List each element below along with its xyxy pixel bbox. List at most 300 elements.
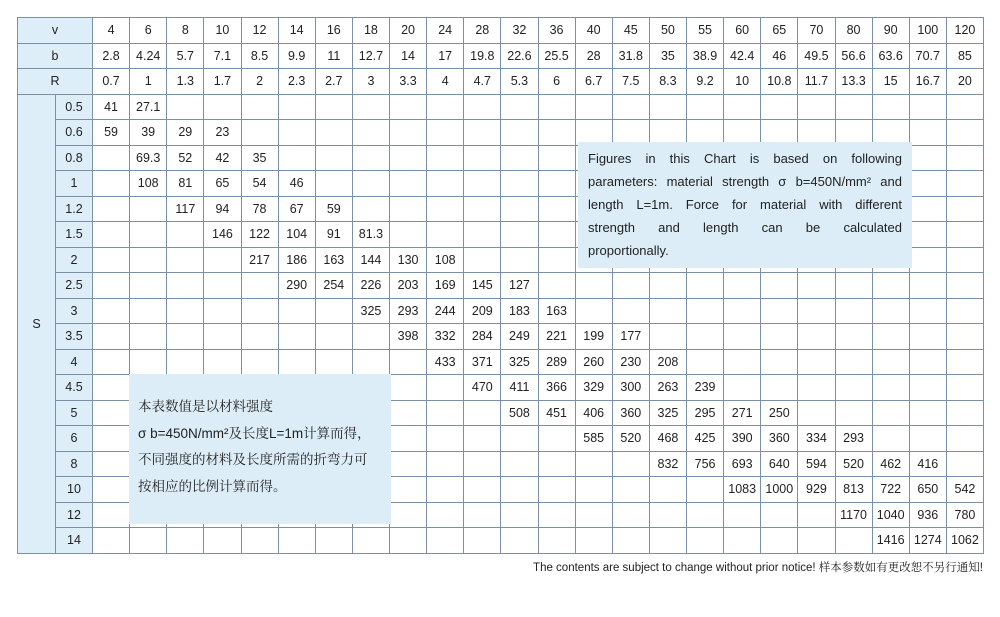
force-value-cell: 290 [278, 273, 315, 299]
empty-cell [612, 477, 649, 503]
v-value-cell: 14 [278, 18, 315, 44]
v-value-cell: 50 [649, 18, 686, 44]
empty-cell [946, 247, 983, 273]
empty-cell [538, 451, 575, 477]
empty-cell [352, 196, 389, 222]
v-value-cell: 60 [724, 18, 761, 44]
force-value-cell: 42 [204, 145, 241, 171]
empty-cell [872, 375, 909, 401]
force-value-cell: 250 [761, 400, 798, 426]
empty-cell [798, 502, 835, 528]
v-value-cell: 12 [241, 18, 278, 44]
empty-cell [761, 273, 798, 299]
empty-cell [649, 502, 686, 528]
table-row-b [18, 43, 984, 69]
empty-cell [464, 94, 501, 120]
empty-cell [538, 120, 575, 146]
empty-cell [501, 247, 538, 273]
force-value-cell: 470 [464, 375, 501, 401]
empty-cell [93, 298, 130, 324]
empty-cell [93, 349, 130, 375]
force-value-cell: 29 [167, 120, 204, 146]
empty-cell [352, 120, 389, 146]
empty-cell [909, 247, 946, 273]
empty-cell [130, 349, 167, 375]
s-value-cell: 4.5 [56, 375, 93, 401]
force-value-cell: 693 [724, 451, 761, 477]
empty-cell [167, 349, 204, 375]
empty-cell [241, 349, 278, 375]
force-value-cell: 780 [946, 502, 983, 528]
empty-cell [909, 400, 946, 426]
empty-cell [538, 273, 575, 299]
b-value-cell: 7.1 [204, 43, 241, 69]
s-value-cell: 2 [56, 247, 93, 273]
r-value-cell: 1 [130, 69, 167, 95]
empty-cell [501, 502, 538, 528]
empty-cell [427, 145, 464, 171]
r-value-cell: 6.7 [575, 69, 612, 95]
b-value-cell: 5.7 [167, 43, 204, 69]
force-value-cell: 122 [241, 222, 278, 248]
empty-cell [241, 94, 278, 120]
table-row [18, 528, 984, 554]
r-value-cell: 20 [946, 69, 983, 95]
empty-cell [464, 120, 501, 146]
force-value-cell: 23 [204, 120, 241, 146]
force-value-cell: 293 [835, 426, 872, 452]
empty-cell [427, 426, 464, 452]
empty-cell [909, 426, 946, 452]
v-value-cell: 70 [798, 18, 835, 44]
force-value-cell: 1040 [872, 502, 909, 528]
s-value-cell: 14 [56, 528, 93, 554]
s-value-cell: 8 [56, 451, 93, 477]
s-value-cell: 0.6 [56, 120, 93, 146]
force-value-cell: 163 [315, 247, 352, 273]
empty-cell [946, 324, 983, 350]
force-value-cell: 127 [501, 273, 538, 299]
empty-cell [798, 528, 835, 554]
empty-cell [798, 298, 835, 324]
empty-cell [315, 145, 352, 171]
empty-cell [909, 145, 946, 171]
force-value-cell: 104 [278, 222, 315, 248]
empty-cell [93, 528, 130, 554]
force-value-cell: 271 [724, 400, 761, 426]
empty-cell [390, 528, 427, 554]
v-value-cell: 4 [93, 18, 130, 44]
empty-cell [612, 451, 649, 477]
force-value-cell: 208 [649, 349, 686, 375]
v-value-cell: 80 [835, 18, 872, 44]
r-value-cell: 0.7 [93, 69, 130, 95]
table-row [18, 273, 984, 299]
empty-cell [427, 120, 464, 146]
force-value-cell: 1416 [872, 528, 909, 554]
empty-cell [501, 145, 538, 171]
force-value-cell: 81 [167, 171, 204, 197]
empty-cell [649, 94, 686, 120]
empty-cell [538, 477, 575, 503]
empty-cell [909, 349, 946, 375]
empty-cell [649, 273, 686, 299]
empty-cell [204, 349, 241, 375]
force-value-cell: 108 [130, 171, 167, 197]
force-value-cell: 199 [575, 324, 612, 350]
empty-cell [761, 324, 798, 350]
empty-cell [538, 171, 575, 197]
s-value-cell: 1 [56, 171, 93, 197]
b-value-cell: 31.8 [612, 43, 649, 69]
table-row [18, 324, 984, 350]
empty-cell [835, 273, 872, 299]
empty-cell [687, 349, 724, 375]
empty-cell [946, 196, 983, 222]
empty-cell [427, 451, 464, 477]
force-value-cell: 203 [390, 273, 427, 299]
force-value-cell: 117 [167, 196, 204, 222]
s-value-cell: 3.5 [56, 324, 93, 350]
empty-cell [798, 324, 835, 350]
row-label-r: R [18, 69, 93, 95]
empty-cell [946, 273, 983, 299]
s-value-cell: 2.5 [56, 273, 93, 299]
empty-cell [315, 528, 352, 554]
b-value-cell: 70.7 [909, 43, 946, 69]
empty-cell [724, 324, 761, 350]
force-value-cell: 813 [835, 477, 872, 503]
force-value-cell: 332 [427, 324, 464, 350]
empty-cell [798, 273, 835, 299]
s-value-cell: 10 [56, 477, 93, 503]
force-value-cell: 239 [687, 375, 724, 401]
empty-cell [909, 171, 946, 197]
force-value-cell: 650 [909, 477, 946, 503]
empty-cell [130, 222, 167, 248]
force-value-cell: 520 [612, 426, 649, 452]
empty-cell [761, 298, 798, 324]
empty-cell [687, 528, 724, 554]
empty-cell [167, 273, 204, 299]
empty-cell [575, 273, 612, 299]
force-value-cell: 67 [278, 196, 315, 222]
force-value-cell: 91 [315, 222, 352, 248]
force-value-cell: 520 [835, 451, 872, 477]
english-note-line: strength and length can be calculated [588, 220, 902, 235]
empty-cell [501, 222, 538, 248]
v-value-cell: 10 [204, 18, 241, 44]
english-note [578, 142, 912, 268]
empty-cell [167, 222, 204, 248]
empty-cell [427, 222, 464, 248]
empty-cell [167, 528, 204, 554]
empty-cell [575, 94, 612, 120]
empty-cell [204, 94, 241, 120]
b-value-cell: 35 [649, 43, 686, 69]
empty-cell [390, 375, 427, 401]
empty-cell [204, 247, 241, 273]
empty-cell [93, 196, 130, 222]
empty-cell [724, 94, 761, 120]
empty-cell [538, 222, 575, 248]
force-value-cell: 39 [130, 120, 167, 146]
empty-cell [390, 349, 427, 375]
empty-cell [835, 94, 872, 120]
r-value-cell: 4 [427, 69, 464, 95]
empty-cell [93, 145, 130, 171]
empty-cell [390, 400, 427, 426]
empty-cell [575, 477, 612, 503]
empty-cell [909, 196, 946, 222]
force-value-cell: 41 [93, 94, 130, 120]
s-value-cell: 6 [56, 426, 93, 452]
empty-cell [946, 120, 983, 146]
empty-cell [204, 324, 241, 350]
empty-cell [946, 145, 983, 171]
force-value-cell: 451 [538, 400, 575, 426]
r-value-cell: 15 [872, 69, 909, 95]
b-value-cell: 14 [390, 43, 427, 69]
empty-cell [427, 502, 464, 528]
empty-cell [575, 451, 612, 477]
empty-cell [427, 196, 464, 222]
empty-cell [427, 171, 464, 197]
chinese-note-line: 本表数值是以材料强度 [138, 399, 273, 414]
empty-cell [427, 94, 464, 120]
empty-cell [798, 94, 835, 120]
empty-cell [538, 196, 575, 222]
empty-cell [93, 324, 130, 350]
disclaimer-footer: The contents are subject to change without prior notice! 样本参数如有更改恕不另行通知! [533, 562, 983, 574]
r-value-cell: 1.3 [167, 69, 204, 95]
empty-cell [278, 298, 315, 324]
empty-cell [278, 324, 315, 350]
empty-cell [241, 324, 278, 350]
v-value-cell: 20 [390, 18, 427, 44]
force-value-cell: 468 [649, 426, 686, 452]
force-value-cell: 462 [872, 451, 909, 477]
b-value-cell: 56.6 [835, 43, 872, 69]
empty-cell [93, 222, 130, 248]
b-value-cell: 85 [946, 43, 983, 69]
table-row-v [18, 18, 984, 44]
empty-cell [649, 298, 686, 324]
r-value-cell: 1.7 [204, 69, 241, 95]
force-value-cell: 1083 [724, 477, 761, 503]
force-value-cell: 163 [538, 298, 575, 324]
empty-cell [909, 273, 946, 299]
empty-cell [167, 247, 204, 273]
r-value-cell: 3.3 [390, 69, 427, 95]
empty-cell [501, 171, 538, 197]
empty-cell [278, 528, 315, 554]
force-value-cell: 217 [241, 247, 278, 273]
v-value-cell: 18 [352, 18, 389, 44]
empty-cell [687, 298, 724, 324]
force-value-cell: 585 [575, 426, 612, 452]
force-value-cell: 411 [501, 375, 538, 401]
empty-cell [278, 94, 315, 120]
empty-cell [909, 324, 946, 350]
v-value-cell: 90 [872, 18, 909, 44]
chinese-note [129, 374, 391, 524]
table-row [18, 298, 984, 324]
empty-cell [390, 477, 427, 503]
chinese-note-line: 不同强度的材料及长度所需的折弯力可 [138, 452, 368, 467]
empty-cell [464, 171, 501, 197]
s-value-cell: 3 [56, 298, 93, 324]
empty-cell [575, 528, 612, 554]
force-value-cell: 108 [427, 247, 464, 273]
force-value-cell: 433 [427, 349, 464, 375]
empty-cell [390, 145, 427, 171]
empty-cell [538, 426, 575, 452]
b-value-cell: 19.8 [464, 43, 501, 69]
force-value-cell: 325 [352, 298, 389, 324]
force-value-cell: 1170 [835, 502, 872, 528]
empty-cell [278, 120, 315, 146]
empty-cell [798, 349, 835, 375]
force-value-cell: 406 [575, 400, 612, 426]
empty-cell [204, 273, 241, 299]
row-label-v: v [18, 18, 93, 44]
s-value-cell: 1.5 [56, 222, 93, 248]
empty-cell [390, 451, 427, 477]
empty-cell [315, 171, 352, 197]
empty-cell [427, 375, 464, 401]
empty-cell [464, 451, 501, 477]
empty-cell [761, 349, 798, 375]
s-value-cell: 5 [56, 400, 93, 426]
r-value-cell: 7.5 [612, 69, 649, 95]
empty-cell [946, 171, 983, 197]
empty-cell [687, 477, 724, 503]
b-value-cell: 25.5 [538, 43, 575, 69]
empty-cell [612, 528, 649, 554]
force-value-cell: 640 [761, 451, 798, 477]
empty-cell [872, 426, 909, 452]
v-value-cell: 24 [427, 18, 464, 44]
empty-cell [501, 196, 538, 222]
empty-cell [946, 400, 983, 426]
empty-cell [93, 502, 130, 528]
empty-cell [167, 324, 204, 350]
empty-cell [464, 222, 501, 248]
empty-cell [390, 120, 427, 146]
v-value-cell: 32 [501, 18, 538, 44]
v-value-cell: 16 [315, 18, 352, 44]
force-value-cell: 145 [464, 273, 501, 299]
chinese-note-line: σ b=450N/mm²及长度L=1m计算而得， [138, 425, 371, 441]
r-value-cell: 2 [241, 69, 278, 95]
force-value-cell: 329 [575, 375, 612, 401]
r-value-cell: 16.7 [909, 69, 946, 95]
s-label-cell: S [18, 94, 56, 553]
empty-cell [352, 171, 389, 197]
empty-cell [130, 324, 167, 350]
b-value-cell: 42.4 [724, 43, 761, 69]
empty-cell [798, 375, 835, 401]
empty-cell [724, 273, 761, 299]
empty-cell [93, 477, 130, 503]
empty-cell [390, 196, 427, 222]
v-value-cell: 36 [538, 18, 575, 44]
r-value-cell: 2.7 [315, 69, 352, 95]
force-value-cell: 756 [687, 451, 724, 477]
force-value-cell: 284 [464, 324, 501, 350]
empty-cell [352, 94, 389, 120]
empty-cell [352, 528, 389, 554]
force-value-cell: 183 [501, 298, 538, 324]
r-value-cell: 9.2 [687, 69, 724, 95]
force-value-cell: 94 [204, 196, 241, 222]
empty-cell [130, 528, 167, 554]
s-value-cell: 0.5 [56, 94, 93, 120]
empty-cell [687, 324, 724, 350]
empty-cell [612, 298, 649, 324]
empty-cell [464, 400, 501, 426]
empty-cell [909, 120, 946, 146]
b-value-cell: 11 [315, 43, 352, 69]
english-note-line: length L=1m. Force for material with different [588, 197, 902, 212]
empty-cell [835, 528, 872, 554]
empty-cell [835, 349, 872, 375]
s-value-cell: 12 [56, 502, 93, 528]
force-value-cell: 1000 [761, 477, 798, 503]
b-value-cell: 28 [575, 43, 612, 69]
force-value-cell: 209 [464, 298, 501, 324]
empty-cell [130, 247, 167, 273]
table-row-r [18, 69, 984, 95]
empty-cell [241, 298, 278, 324]
empty-cell [390, 171, 427, 197]
empty-cell [390, 426, 427, 452]
force-value-cell: 1274 [909, 528, 946, 554]
s-value-cell: 4 [56, 349, 93, 375]
b-value-cell: 9.9 [278, 43, 315, 69]
empty-cell [872, 400, 909, 426]
empty-cell [167, 298, 204, 324]
v-value-cell: 40 [575, 18, 612, 44]
b-value-cell: 38.9 [687, 43, 724, 69]
empty-cell [798, 400, 835, 426]
r-value-cell: 8.3 [649, 69, 686, 95]
r-value-cell: 3 [352, 69, 389, 95]
b-value-cell: 4.24 [130, 43, 167, 69]
empty-cell [724, 349, 761, 375]
empty-cell [93, 273, 130, 299]
table-row [18, 349, 984, 375]
force-value-cell: 832 [649, 451, 686, 477]
v-value-cell: 28 [464, 18, 501, 44]
b-value-cell: 46 [761, 43, 798, 69]
empty-cell [501, 94, 538, 120]
force-value-cell: 366 [538, 375, 575, 401]
empty-cell [93, 400, 130, 426]
empty-cell [946, 94, 983, 120]
force-value-cell: 425 [687, 426, 724, 452]
empty-cell [315, 298, 352, 324]
empty-cell [909, 298, 946, 324]
empty-cell [352, 324, 389, 350]
v-value-cell: 55 [687, 18, 724, 44]
empty-cell [946, 222, 983, 248]
force-value-cell: 295 [687, 400, 724, 426]
v-value-cell: 6 [130, 18, 167, 44]
empty-cell [612, 273, 649, 299]
force-value-cell: 263 [649, 375, 686, 401]
